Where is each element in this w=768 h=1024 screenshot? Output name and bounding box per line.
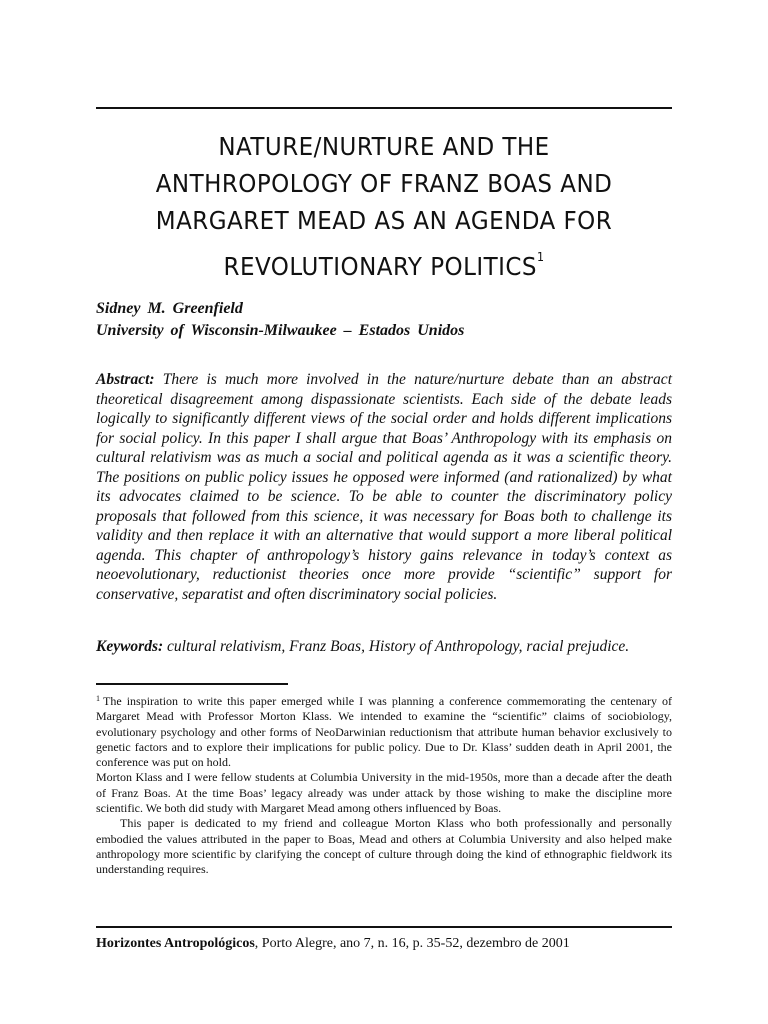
author-name: Sidney M. Greenfield [96,300,243,317]
footnote-paragraph-2: Morton Klass and I were fellow students at Columbia University in the mid-1950s, more than a decade after the death of Franz Boas. At the time Boas’ legacy already was under attack by those wishing to make the discipline more scientific. We both did study with Margaret Mead among others influenced by Boas. [96,770,672,816]
title-footnote-mark[interactable]: 1 [536,250,545,264]
keywords-label: Keywords: [96,638,164,655]
article-title-text: NATURE/NURTURE AND THE ANTHROPOLOGY OF FRANZ BOAS AND MARGARET MEAD AS AN AGENDA FOR REVOLUTIONARY POLITICS [155,132,613,281]
author-affiliation: University of Wisconsin-Milwaukee – Estados Unidos [96,322,465,339]
abstract-text: There is much more involved in the nature/nurture debate than an abstract theoretical disagreement among dispassionate scientists. Each side of the debate leads logically to significantly different views of the social order and holds different implications for social policy. In this paper I shall argue that Boas’ Anthropology with its emphasis on cultural relativism was as much a social and political agenda as it was a scientific theory. The positions on public policy issues he opposed were informed (and rationalized) by what its advocates claimed to be science. To be able to counter the discriminatory policy proposals that followed from this science, it was necessary for Boas both to challenge its validity and then replace it with an alternative that would support a more liberal political agenda. This chapter of anthropology’s history gains relevance in today’s context as neoevolutionary, reductionist theories once more provide “scientific” support for conservative, separatist and often discriminatory social policies. [96,371,672,603]
footnote-mark: 1 [96,694,100,703]
abstract [96,370,672,604]
author-block [96,298,672,342]
footnote [96,691,672,878]
keywords [96,637,672,657]
keywords-text: cultural relativism, Franz Boas, History of Anthropology, racial prejudice. [167,638,630,655]
footnote-paragraph-1: $^1$ The inspiration to write this paper emerged while I was planning a conference commemorating the centenary of Margaret Mead with Professor Morton Klass. We intended to examine the “scientific” claims of sociobiology, evolutionary psychology and other forms of NeoDarwinian reductionism that attribute human behavior exclusively to genetic factors and to explore their implications for public policy. Due to Dr. Klass’ sudden death in April 2001, the conference was put on hold. [96,694,672,770]
abstract-label: Abstract: [96,371,155,388]
footnote-separator [96,683,288,685]
journal-citation [96,935,696,953]
journal-name: Horizontes Antropológicos [96,936,255,951]
footnote-paragraph-3: This paper is dedicated to my friend and colleague Morton Klass who both professionally and personally embodied the values attributed in the paper to Boas, Mead and others at Columbia University and also helped make anthropology more scientific by clarifying the concept of culture through doing the kind of ethnographic fieldwork its understanding requires. [96,816,672,877]
article-title [119,128,649,285]
bottom-rule [96,926,672,928]
citation-details: , Porto Alegre, ano 7, n. 16, p. 35-52, dezembro de 2001 [254,936,570,951]
top-rule [96,107,672,109]
